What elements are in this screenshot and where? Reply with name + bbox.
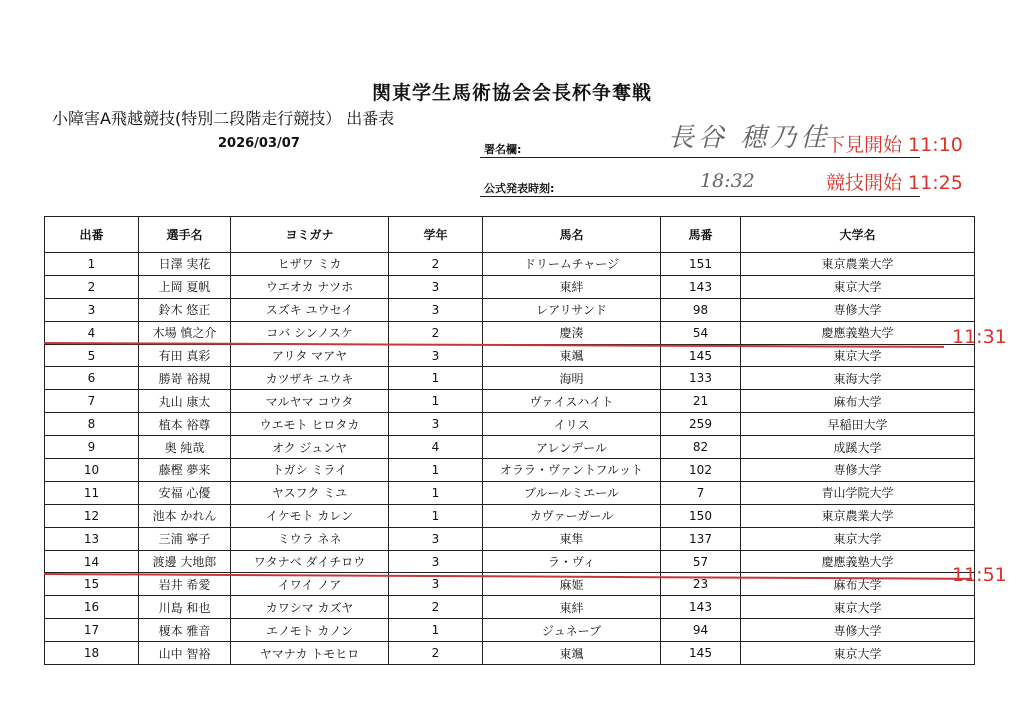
cell-rider-name: 渡邊 大地郎 <box>139 550 231 573</box>
header-horse-name: 馬名 <box>483 217 661 253</box>
cell-reading: マルヤマ コウタ <box>231 390 389 413</box>
cell-grade: 1 <box>389 504 483 527</box>
cell-rider-name: 池本 かれん <box>139 504 231 527</box>
cell-horse-number: 151 <box>661 253 741 276</box>
cell-horse-number: 145 <box>661 344 741 367</box>
cell-grade: 3 <box>389 298 483 321</box>
table-row <box>45 390 975 413</box>
table-row <box>45 298 975 321</box>
table-row <box>45 275 975 298</box>
cell-rider-name: 日澤 実花 <box>139 253 231 276</box>
cell-order: 13 <box>45 527 139 550</box>
cell-grade: 1 <box>389 390 483 413</box>
cell-rider-name: 岩井 希愛 <box>139 573 231 596</box>
cell-university: 東京大学 <box>741 642 975 665</box>
cell-university: 東京農業大学 <box>741 253 975 276</box>
cell-rider-name: 植本 裕尊 <box>139 413 231 436</box>
document-title: 関東学生馬術協会会長杯争奪戦 <box>371 82 652 104</box>
table-row <box>45 344 975 367</box>
table-row <box>45 321 975 344</box>
cell-university: 東京大学 <box>741 596 975 619</box>
cell-order: 8 <box>45 413 139 436</box>
cell-grade: 3 <box>389 413 483 436</box>
cell-order: 4 <box>45 321 139 344</box>
cell-order: 2 <box>45 275 139 298</box>
cell-university: 東京大学 <box>741 275 975 298</box>
cell-order: 5 <box>45 344 139 367</box>
cell-order: 11 <box>45 481 139 504</box>
header-university: 大学名 <box>741 217 975 253</box>
cell-rider-name: 鈴木 悠正 <box>139 298 231 321</box>
header-grade: 学年 <box>389 217 483 253</box>
cell-grade: 3 <box>389 275 483 298</box>
cell-horse-name: 慶湊 <box>483 321 661 344</box>
cell-order: 3 <box>45 298 139 321</box>
cell-reading: ワタナベ ダイチロウ <box>231 550 389 573</box>
cell-horse-name: 東颯 <box>483 642 661 665</box>
handwritten-publication-time: 18:32 <box>700 170 755 192</box>
cell-order: 14 <box>45 550 139 573</box>
cell-order: 15 <box>45 573 139 596</box>
table-row <box>45 596 975 619</box>
cell-horse-number: 259 <box>661 413 741 436</box>
table-row <box>45 642 975 665</box>
event-date: 2026/03/07 <box>218 136 300 151</box>
cell-horse-name: 海明 <box>483 367 661 390</box>
preview-start-note: 下見開始 11:10 <box>826 134 963 156</box>
cell-rider-name: 奥 純哉 <box>139 436 231 459</box>
cell-horse-number: 150 <box>661 504 741 527</box>
cell-order: 18 <box>45 642 139 665</box>
cell-horse-name: ヴァイスハイト <box>483 390 661 413</box>
cell-order: 12 <box>45 504 139 527</box>
cell-university: 麻布大学 <box>741 573 975 596</box>
cell-grade: 1 <box>389 367 483 390</box>
cell-horse-number: 57 <box>661 550 741 573</box>
cell-rider-name: 丸山 康太 <box>139 390 231 413</box>
cell-horse-name: イリス <box>483 413 661 436</box>
cell-university: 成蹊大学 <box>741 436 975 459</box>
cell-horse-number: 143 <box>661 596 741 619</box>
cell-horse-number: 102 <box>661 459 741 482</box>
cell-rider-name: 安福 心優 <box>139 481 231 504</box>
cell-rider-name: 藤樫 夢来 <box>139 459 231 482</box>
cell-rider-name: 勝嵜 裕規 <box>139 367 231 390</box>
cell-reading: アリタ マアヤ <box>231 344 389 367</box>
time-note-after-4: 11:31 <box>952 326 1007 348</box>
cell-university: 東京農業大学 <box>741 504 975 527</box>
cell-order: 1 <box>45 253 139 276</box>
cell-university: 慶應義塾大学 <box>741 321 975 344</box>
cell-reading: スズキ ユウセイ <box>231 298 389 321</box>
cell-grade: 3 <box>389 344 483 367</box>
table-row <box>45 619 975 642</box>
cell-reading: エノモト カノン <box>231 619 389 642</box>
cell-reading: カツザキ ユウキ <box>231 367 389 390</box>
cell-reading: ミウラ ネネ <box>231 527 389 550</box>
cell-horse-name: レアリサンド <box>483 298 661 321</box>
cell-university: 早稲田大学 <box>741 413 975 436</box>
cell-horse-number: 98 <box>661 298 741 321</box>
cell-horse-number: 137 <box>661 527 741 550</box>
cell-horse-name: 東颯 <box>483 344 661 367</box>
cell-horse-name: ブルールミエール <box>483 481 661 504</box>
cell-horse-name: 東隼 <box>483 527 661 550</box>
time-note-after-14: 11:51 <box>952 564 1007 586</box>
cell-reading: イワイ ノア <box>231 573 389 596</box>
cell-grade: 2 <box>389 596 483 619</box>
cell-rider-name: 有田 真彩 <box>139 344 231 367</box>
cell-grade: 4 <box>389 436 483 459</box>
cell-horse-name: ジュネーブ <box>483 619 661 642</box>
cell-horse-number: 7 <box>661 481 741 504</box>
table-row <box>45 504 975 527</box>
header-horse-number: 馬番 <box>661 217 741 253</box>
cell-grade: 3 <box>389 573 483 596</box>
cell-horse-number: 82 <box>661 436 741 459</box>
cell-horse-number: 94 <box>661 619 741 642</box>
cell-reading: ヤスフク ミユ <box>231 481 389 504</box>
header-reading: ヨミガナ <box>231 217 389 253</box>
handwritten-signature: 長谷 穂乃佳 <box>668 123 831 153</box>
cell-order: 17 <box>45 619 139 642</box>
cell-grade: 2 <box>389 253 483 276</box>
cell-horse-name: アレンデール <box>483 436 661 459</box>
header-rider-name: 選手名 <box>139 217 231 253</box>
table-row <box>45 459 975 482</box>
cell-grade: 1 <box>389 619 483 642</box>
header-order: 出番 <box>45 217 139 253</box>
cell-rider-name: 山中 智裕 <box>139 642 231 665</box>
start-order-table <box>44 216 975 665</box>
table-row <box>45 527 975 550</box>
table-row <box>45 436 975 459</box>
cell-reading: トガシ ミライ <box>231 459 389 482</box>
cell-horse-name: 東絆 <box>483 596 661 619</box>
cell-grade: 1 <box>389 459 483 482</box>
cell-university: 東京大学 <box>741 527 975 550</box>
cell-grade: 1 <box>389 481 483 504</box>
cell-reading: ウエモト ヒロタカ <box>231 413 389 436</box>
cell-university: 専修大学 <box>741 298 975 321</box>
cell-horse-number: 54 <box>661 321 741 344</box>
cell-grade: 2 <box>389 642 483 665</box>
cell-university: 青山学院大学 <box>741 481 975 504</box>
signature-line <box>480 157 920 158</box>
cell-horse-name: 麻姫 <box>483 573 661 596</box>
table-row <box>45 481 975 504</box>
cell-horse-name: オララ・ヴァントフルット <box>483 459 661 482</box>
cell-horse-name: 東絆 <box>483 275 661 298</box>
cell-reading: ヤマナカ トモヒロ <box>231 642 389 665</box>
cell-reading: オク ジュンヤ <box>231 436 389 459</box>
cell-reading: コバ シンノスケ <box>231 321 389 344</box>
table-row <box>45 413 975 436</box>
cell-rider-name: 川島 和也 <box>139 596 231 619</box>
table-row <box>45 550 975 573</box>
cell-university: 専修大学 <box>741 619 975 642</box>
signature-label: 署名欄: <box>484 143 522 156</box>
cell-horse-number: 133 <box>661 367 741 390</box>
cell-reading: カワシマ カズヤ <box>231 596 389 619</box>
table-body <box>45 253 975 665</box>
cell-horse-number: 23 <box>661 573 741 596</box>
cell-reading: ヒザワ ミカ <box>231 253 389 276</box>
cell-grade: 2 <box>389 321 483 344</box>
cell-horse-number: 21 <box>661 390 741 413</box>
cell-university: 東海大学 <box>741 367 975 390</box>
cell-university: 東京大学 <box>741 344 975 367</box>
cell-grade: 3 <box>389 527 483 550</box>
table-header-row <box>45 217 975 253</box>
cell-order: 7 <box>45 390 139 413</box>
cell-horse-name: カヴァーガール <box>483 504 661 527</box>
publication-time-label: 公式発表時刻: <box>484 182 555 195</box>
event-subtitle: 小障害A飛越競技(特別二段階走行競技） 出番表 <box>52 109 395 128</box>
cell-horse-name: ラ・ヴィ <box>483 550 661 573</box>
cell-university: 慶應義塾大学 <box>741 550 975 573</box>
cell-rider-name: 上岡 夏帆 <box>139 275 231 298</box>
publication-time-line <box>480 196 920 197</box>
cell-horse-name: ドリームチャージ <box>483 253 661 276</box>
table-row <box>45 367 975 390</box>
cell-rider-name: 木場 慎之介 <box>139 321 231 344</box>
cell-horse-number: 145 <box>661 642 741 665</box>
cell-university: 麻布大学 <box>741 390 975 413</box>
table-row <box>45 253 975 276</box>
cell-order: 6 <box>45 367 139 390</box>
cell-university: 専修大学 <box>741 459 975 482</box>
cell-order: 9 <box>45 436 139 459</box>
competition-start-note: 競技開始 11:25 <box>826 172 963 194</box>
cell-reading: ウエオカ ナツホ <box>231 275 389 298</box>
cell-grade: 3 <box>389 550 483 573</box>
cell-rider-name: 榎本 雅音 <box>139 619 231 642</box>
cell-horse-number: 143 <box>661 275 741 298</box>
cell-reading: イケモト カレン <box>231 504 389 527</box>
cell-order: 16 <box>45 596 139 619</box>
cell-rider-name: 三浦 寧子 <box>139 527 231 550</box>
cell-order: 10 <box>45 459 139 482</box>
